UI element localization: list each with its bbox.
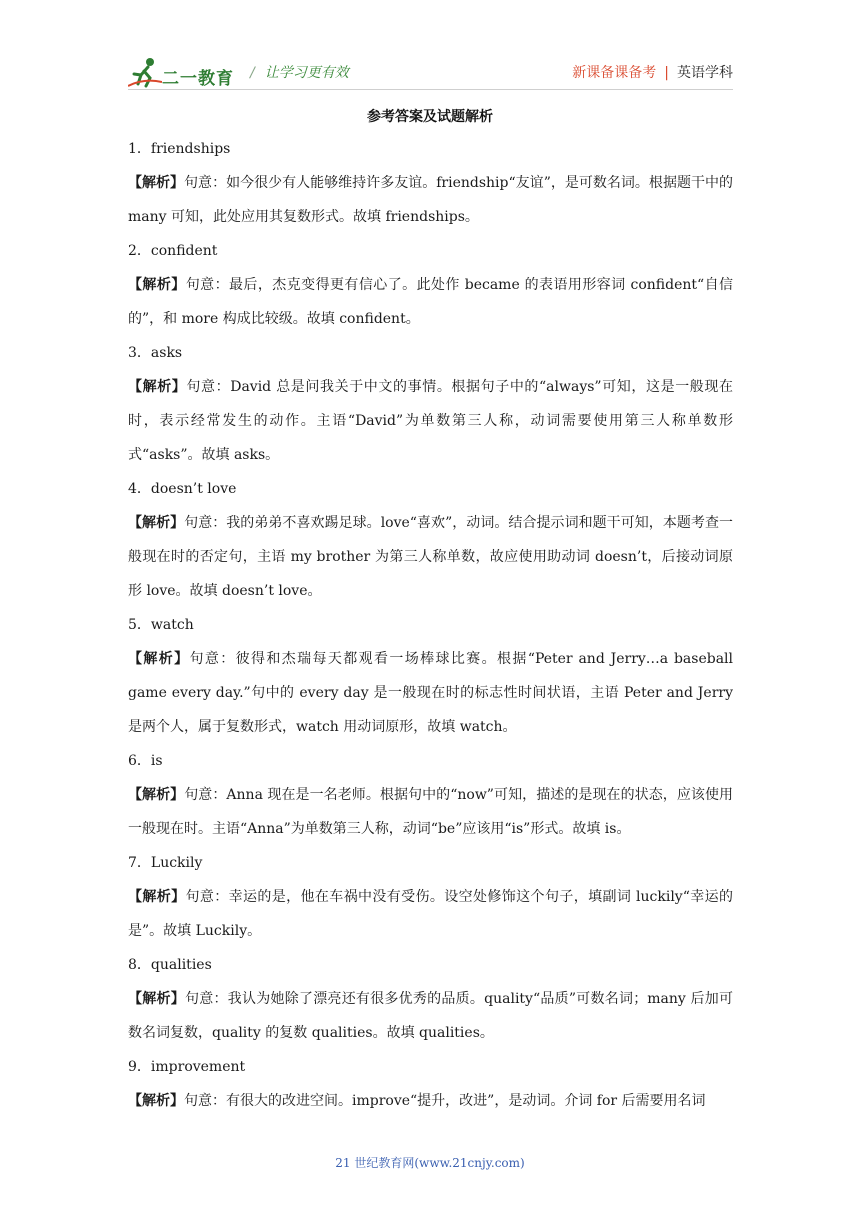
explanation xyxy=(128,268,733,336)
explanation xyxy=(128,982,733,1050)
slogan xyxy=(250,62,349,82)
explanation xyxy=(128,642,733,744)
explanation xyxy=(128,880,733,948)
answer-text: 8．qualities xyxy=(128,957,212,973)
explanation-label: 【解析】 xyxy=(128,787,185,803)
explanation xyxy=(128,778,733,846)
answer-item xyxy=(128,744,733,846)
explanation-text: 句意：如今很少有人能够维持许多友谊。friendship“友谊”，是可数名词。根据题干中的 many 可知，此处应用其复数形式。故填 friendships。 xyxy=(128,175,733,225)
header-tagline: 新课备课备考 xyxy=(572,65,657,81)
explanation-label: 【解析】 xyxy=(128,1093,184,1109)
answer-list xyxy=(128,132,733,1118)
explanation-text: 句意：最后，杰克变得更有信心了。此处作 became 的表语用形容词 confident“自信的”，和 more 构成比较级。故填 confident。 xyxy=(128,277,734,327)
answer-text: 2．confident xyxy=(128,243,218,259)
explanation-label: 【解析】 xyxy=(128,277,186,293)
answer-text: 7．Luckily xyxy=(128,855,203,871)
answer-text: 9．improvement xyxy=(128,1059,246,1075)
answer-text: 3．asks xyxy=(128,345,183,361)
header-right xyxy=(572,62,733,82)
explanation xyxy=(128,1084,733,1118)
explanation-text: 句意：我认为她除了漂亮还有很多优秀的品质。quality“品质”可数名词；many 后加可数名词复数，quality 的复数 qualities。故填 qualities。 xyxy=(128,991,733,1041)
page-header xyxy=(128,52,733,92)
explanation-label: 【解析】 xyxy=(128,515,185,531)
explanation-label: 【解析】 xyxy=(128,991,185,1007)
explanation-text: 句意：彼得和杰瑞每天都观看一场棒球比赛。根据“Peter and Jerry…a baseball game every day.”句中的 every day 是一般现在时的标志性时间状语，主语 Peter and Jerry 是两个人，属于复数形式，watch 用动词原形，故填 watch。 xyxy=(128,651,734,735)
explanation-label: 【解析】 xyxy=(128,175,185,191)
answer-text: 4．doesn’t love xyxy=(128,481,237,497)
explanation-label: 【解析】 xyxy=(128,651,190,667)
explanation xyxy=(128,506,733,608)
answer-text: 6．is xyxy=(128,753,163,769)
explanation-text: 句意：David 总是问我关于中文的事情。根据句子中的“always”可知，这是一般现在时，表示经常发生的动作。主语“David”为单数第三人称，动词需要使用第三人称单数形式“asks”。故填 asks。 xyxy=(128,379,734,463)
answer-item xyxy=(128,846,733,948)
answer-item xyxy=(128,608,733,744)
answer-text: 1．friendships xyxy=(128,141,231,157)
header-divider xyxy=(128,89,733,90)
explanation xyxy=(128,370,733,472)
answer-item xyxy=(128,948,733,1050)
answer-item xyxy=(128,132,733,234)
runner-icon xyxy=(128,56,162,88)
answer-text: 5．watch xyxy=(128,617,194,633)
page-title: 参考答案及试题解析 xyxy=(367,109,493,125)
header-separator: | xyxy=(664,65,669,81)
explanation-text: 句意：我的弟弟不喜欢踢足球。love“喜欢”，动词。结合提示词和题干可知，本题考查一般现在时的否定句，主语 my brother 为第三人称单数，故应使用助动词 doesn’t，后接动词原形 love。故填 doesn’t love。 xyxy=(128,515,733,599)
explanation-label: 【解析】 xyxy=(128,379,187,395)
header-subject: 英语学科 xyxy=(677,65,733,81)
explanation-label: 【解析】 xyxy=(128,889,186,905)
logo xyxy=(128,56,240,88)
slogan-text: 让学习更有效 xyxy=(264,65,349,81)
page-footer: 21 世纪教育网(www.21cnjy.com) xyxy=(335,1156,525,1170)
answer-item xyxy=(128,1050,733,1118)
slash-divider: / xyxy=(250,65,255,81)
explanation-text: 句意：Anna 现在是一名老师。根据句中的“now”可知，描述的是现在的状态，应该使用一般现在时。主语“Anna”为单数第三人称，动词“be”应该用“is”形式。故填 is。 xyxy=(128,787,734,837)
answer-item xyxy=(128,472,733,608)
explanation xyxy=(128,166,733,234)
answer-item xyxy=(128,234,733,336)
logo-text: 二一教育 xyxy=(162,69,234,89)
explanation-text: 句意：有很大的改进空间。improve“提升，改进”，是动词。介词 for 后需要用名词 xyxy=(184,1093,706,1109)
explanation-text: 句意：幸运的是，他在车祸中没有受伤。设空处修饰这个句子，填副词 luckily“幸运的是”。故填 Luckily。 xyxy=(128,889,733,939)
answer-item xyxy=(128,336,733,472)
